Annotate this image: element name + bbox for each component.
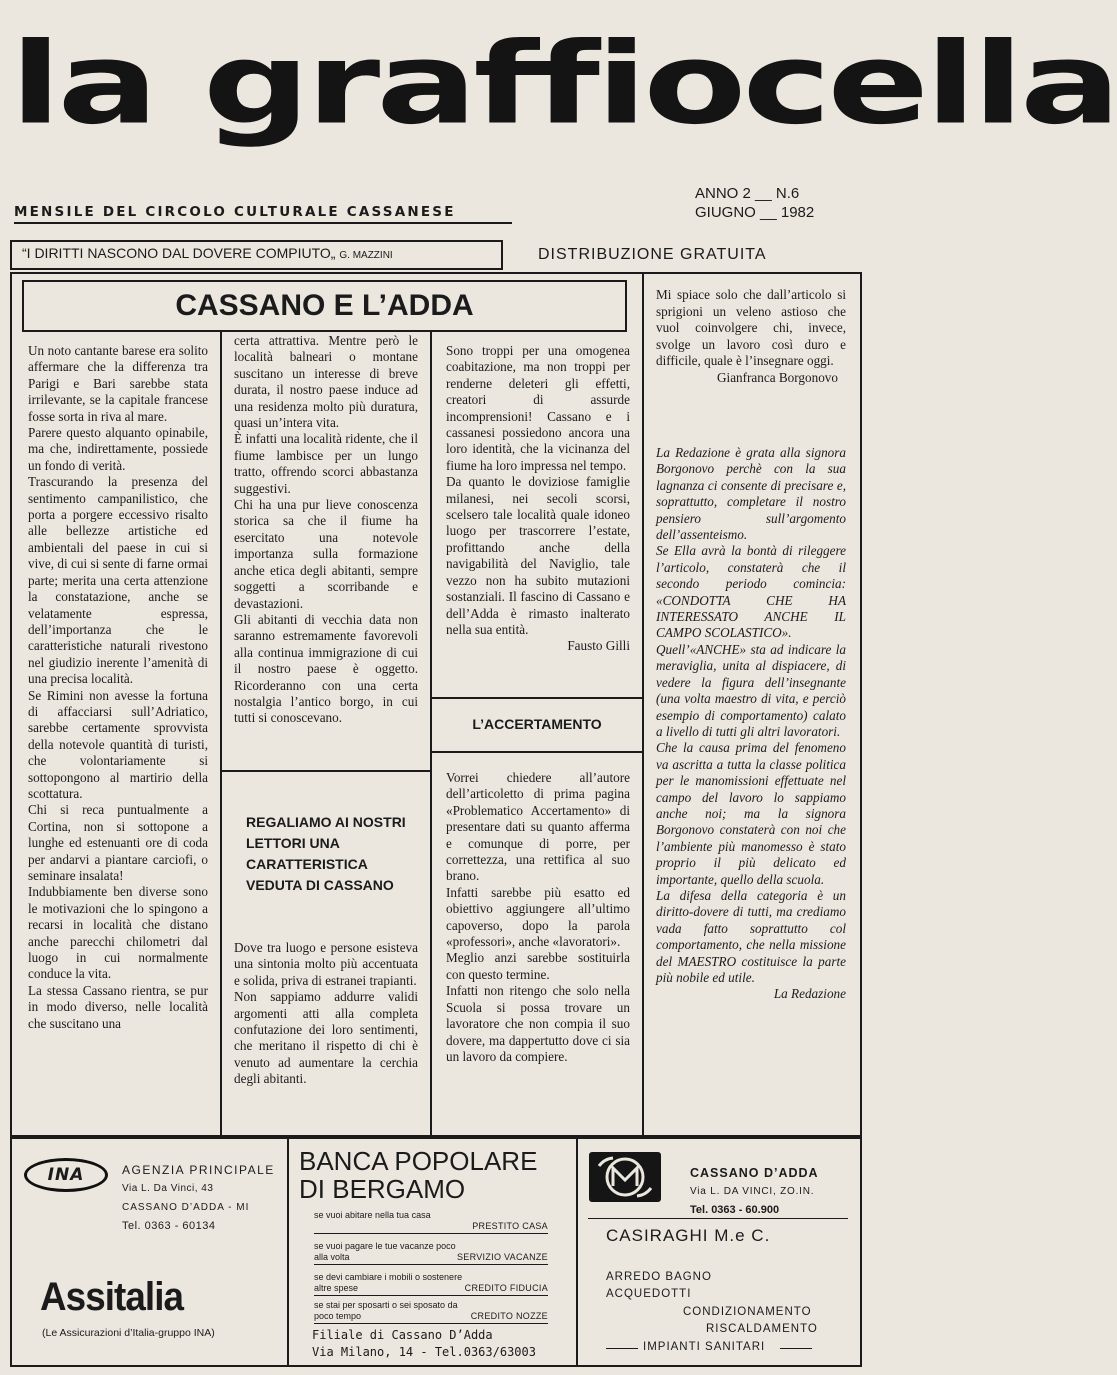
column-rule [642, 272, 644, 1137]
service-rule [314, 1233, 548, 1234]
service-condition: se stai per sposarti o sei sposato da poco tempo [314, 1300, 458, 1321]
casiraghi-address: Via L. DA VINCI, ZO.IN. [690, 1186, 815, 1197]
article-author: Fausto Gilli [567, 638, 630, 654]
subtitle-rule [14, 222, 512, 224]
paragraph: Infatti sarebbe più esatto ed obiettivo aggiungere all’ultimo capoverso, dopo la parola «professori», anche «lavoratori». [446, 884, 630, 950]
caption-line: VEDUTA DI CASSANO [246, 877, 394, 893]
masthead-subtitle: MENSILE DEL CIRCOLO CULTURALE CASSANESE [14, 204, 456, 220]
photo-caption [246, 812, 421, 896]
section-rule [430, 697, 644, 699]
service-condition: se vuoi abitare nella tua casa [314, 1210, 431, 1220]
casiraghi-service: IMPIANTI SANITARI [643, 1341, 766, 1353]
paragraph: Sono troppi per una omogenea coabitazione, ma non troppi per renderne deleteri gli effetti, creatori di assurde incomprensioni! Cassano e i cassanesi possiedono ancora una loro identità, che la vicinanza del fiume ha loro impressa nel tempo. [446, 343, 630, 473]
article-column-2 [234, 333, 418, 727]
service-name: CREDITO NOZZE [470, 1311, 548, 1321]
paragraph: La difesa della categoria è un diritto-dovere di tutti, ma crediamo vada fatto soprattutto col comportamento, che nella missione del MAESTRO costituisce la parte più nobile ed utile. [656, 887, 846, 985]
banca-branch: Filiale di Cassano D’Adda [312, 1328, 493, 1342]
paragraph: Quell’«ANCHE» sta ad indicare la meraviglia, unita al dispiacere, di vedere la figura dell’insegnante (una volta maestro di vita, e perciò esempio di comportamento) calato a livello di tutti gli altri lavoratori. [656, 641, 846, 739]
motto-author: G. MAZZINI [339, 250, 393, 261]
accertamento-title: L’ACCERTAMENTO [472, 716, 602, 732]
article-column-3 [446, 343, 630, 655]
issue-date: GIUGNO __ 1982 [695, 204, 815, 221]
masthead-title: la graffiocella [10, 19, 1117, 150]
ad-rule [588, 1218, 848, 1219]
paragraph: Chi ha una pur lieve conoscenza storica sa che il fiume ha esercitato una notevole importanza sulla formazione anche etica degli abitanti, sempre soggetti a scorribande e devastazioni. [234, 497, 418, 611]
paragraph: La Redazione è grata alla signora Borgonovo perchè con la sua lagnanza ci consente di precisare e, soprattutto, completare il nostro pensiero sull’argomento dell’assenteismo. [656, 445, 846, 543]
motto-text: “I DIRITTI NASCONO DAL DOVERE COMPIUTO„ [22, 245, 336, 261]
article-column-2-continued [234, 940, 418, 1088]
ina-city: CASSANO D’ADDA - MI [122, 1202, 250, 1213]
paragraph: Dove tra luogo e persone esisteva una sintonia molto più accentuata e solida, priva di estranei trapianti. [234, 940, 418, 988]
paragraph: Meglio anzi sarebbe sostituirla con questo termine. [446, 950, 630, 982]
casiraghi-phone: Tel. 0363 - 60.900 [690, 1204, 780, 1216]
article-column-1 [28, 343, 208, 1032]
banca-name [299, 1147, 537, 1203]
service-rule [314, 1323, 548, 1324]
ina-agency: AGENZIA PRINCIPALE [122, 1163, 275, 1177]
service-condition: se devi cambiare i mobili o sostenere altre spese [314, 1272, 463, 1293]
distribution-note: DISTRIBUZIONE GRATUITA [538, 246, 767, 263]
caption-line: REGALIAMO AI NOSTRI [246, 814, 406, 830]
paragraph: Se Ella avrà la bontà di rileggere l’articolo, constaterà che il secondo periodo comincia: «CONDOTTA CHE HA INTERESSATO ANCHE IL CAMPO SCOLASTICO». [656, 543, 846, 641]
ad-rule [780, 1348, 812, 1349]
ina-phone: Tel. 0363 - 60134 [122, 1220, 216, 1232]
banca-service [314, 1210, 548, 1232]
casiraghi-city: CASSANO D’ADDA [690, 1166, 819, 1180]
paragraph: La stessa Cassano rientra, se pur in modo diverso, nelle località che suscitano una [28, 982, 208, 1031]
paragraph: Gli abitanti di vecchia data non saranno estremamente favorevoli alla continua immigrazione di cui il nostro paese è oggetto. Ricorderanno con una certa nostalgia l’antico borgo, in cui tutti si conoscevano. [234, 611, 418, 726]
ina-logo-text: INA [47, 1165, 85, 1185]
issue-number: ANNO 2 __ N.6 [695, 185, 800, 202]
casiraghi-service: ACQUEDOTTI [606, 1288, 692, 1300]
banca-line: BANCA POPOLARE [299, 1146, 538, 1176]
paragraph: Mi spiace solo che dall’articolo si sprigioni un veleno astioso che vuol coinvolgere chi, invece, svolge un lavoro così duro e difficile, quale è l’insegnare oggi. [656, 287, 846, 369]
letter-author: Gianfranca Borgonovo [717, 369, 838, 385]
paragraph: Indubbiamente ben diverse sono le motivazioni che lo spingono a recarsi in località che distano anche parecchi chilometri dal luogo in cui normalmente conduce la vita. [28, 884, 208, 982]
caption-line: CARATTERISTICA [246, 856, 368, 872]
paragraph: Parere questo alquanto opinabile, ma che, indirettamente, possiede un fondo di verità. [28, 425, 208, 473]
casiraghi-service: ARREDO BAGNO [606, 1271, 712, 1283]
service-name: CREDITO FIDUCIA [464, 1283, 548, 1293]
ad-rule [606, 1348, 638, 1349]
service-rule [314, 1264, 548, 1265]
banca-service [314, 1241, 548, 1263]
casiraghi-service: CONDIZIONAMENTO [683, 1306, 812, 1318]
paragraph: Se Rimini non avesse la fortuna di affacciarsi sull’Adriatico, sarebbe certamente sprovvista della notevole quantità di turisti, che volontariamente si sottopongono al martirio della scottatura. [28, 687, 208, 801]
ad-divider [287, 1137, 289, 1367]
assitalia-tagline: (Le Assicurazioni d’Italia-gruppo INA) [42, 1327, 215, 1339]
paragraph: È infatti una località ridente, che il fiume lambisce per un lungo tratto, offrendo scorci abbastanza suggestivi. [234, 431, 418, 496]
ad-divider [576, 1137, 578, 1367]
caption-line: LETTORI UNA [246, 835, 340, 851]
issue-info [695, 184, 814, 222]
paragraph: Da quanto le doviziose famiglie milanesi, nei secoli scorsi, scelsero tale località quale idoneo luogo per trascorrere l’estate, profittando anche della navigabilità del Naviglio, tale vezzo non ha subito mutazioni sostanziali. Il fascino di Cassano e dell’Adda è rimasto inalterato nella sua entità. [446, 474, 630, 637]
paragraph: Un noto cantante barese era solito affermare che la differenza tra Parigi e Bari sarebbe stata irrilevante, se la capitale francese fosse sorta in riva al mare. [28, 343, 208, 424]
service-name: PRESTITO CASA [472, 1221, 548, 1231]
ina-address: Via L. Da Vinci, 43 [122, 1183, 214, 1194]
service-condition: se vuoi pagare le tue vacanze poco alla volta [314, 1241, 456, 1262]
assitalia-logo: Assitalia [40, 1275, 184, 1319]
paragraph: Vorrei chiedere all’autore dell’articoletto di prima pagina «Problematico Accertamento» di presentare dati su quanto afferma e comunque di porre, per correttezza, una rettifica al suo brano. [446, 770, 630, 884]
banca-service [314, 1272, 548, 1294]
section-rule [220, 770, 432, 772]
redazione-signature: La Redazione [773, 986, 846, 1002]
ina-logo [24, 1158, 108, 1192]
casiraghi-name: CASIRAGHI M.e C. [606, 1226, 771, 1245]
motto [22, 245, 393, 261]
paragraph: Che la causa prima del fenomeno va ascritta a tutta la classe politica per le manomissioni effettuate nel campo del lavoro lo sappiamo anche noi; ma la signora Borgonovo constaterà con noi che l’ambiente più manomesso è stato proprio il più delicato ed importante, quello della scuola. [656, 740, 846, 887]
paragraph: Chi si reca puntualmente a Cortina, non si sottopone a lunghe ed estenuanti ore di coda per andarvi a piantare carciofi, o seminare insalata! [28, 802, 208, 883]
cmc-logo-icon [589, 1152, 661, 1202]
paragraph: Infatti non ritengo che solo nella Scuola si possa trovare un lavoratore che non compia il suo dovere, ma dappertutto dove ci sia un lavoro da compiere. [446, 983, 630, 1064]
accertamento-body [446, 770, 630, 1065]
banca-branch-address: Via Milano, 14 - Tel.0363/63003 [312, 1345, 536, 1359]
section-rule [430, 751, 644, 753]
column-rule [220, 332, 222, 1137]
service-name: SERVIZIO VACANZE [457, 1252, 548, 1262]
banca-service [314, 1300, 548, 1322]
headline: CASSANO E L’ADDA [175, 289, 474, 322]
service-rule [314, 1295, 548, 1296]
redazione-reply [656, 445, 846, 1003]
paragraph: Non sappiamo addurre validi argomenti atti alla completa confutazione dei loro sentimenti, che meritano il rispetto di chi è venuto ad aumentare la cerchia degli abitanti. [234, 989, 418, 1087]
paragraph: Trascurando la presenza del sentimento campanilistico, che porta a porgere eccessivo risalto alle bellezze artistiche ed ambientali del paese in cui si vive, di cui si sente di farne ormai parte; merita una certa attenzione la constatazione, anche se velatamente espressa, dell’importanza che le caratteristiche naturali rivestono nel giudizio inerente l’amenità di una precisa località. [28, 474, 208, 687]
banca-line: DI BERGAMO [299, 1174, 466, 1204]
letter-body [656, 287, 846, 387]
paragraph: certa attrattiva. Mentre però le località balneari o montane suscitano un interesse di breve durata, il nostro paese induce ad una residenza molto più duratura, quasi un’intera vita. [234, 333, 418, 431]
casiraghi-service: RISCALDAMENTO [706, 1323, 818, 1335]
